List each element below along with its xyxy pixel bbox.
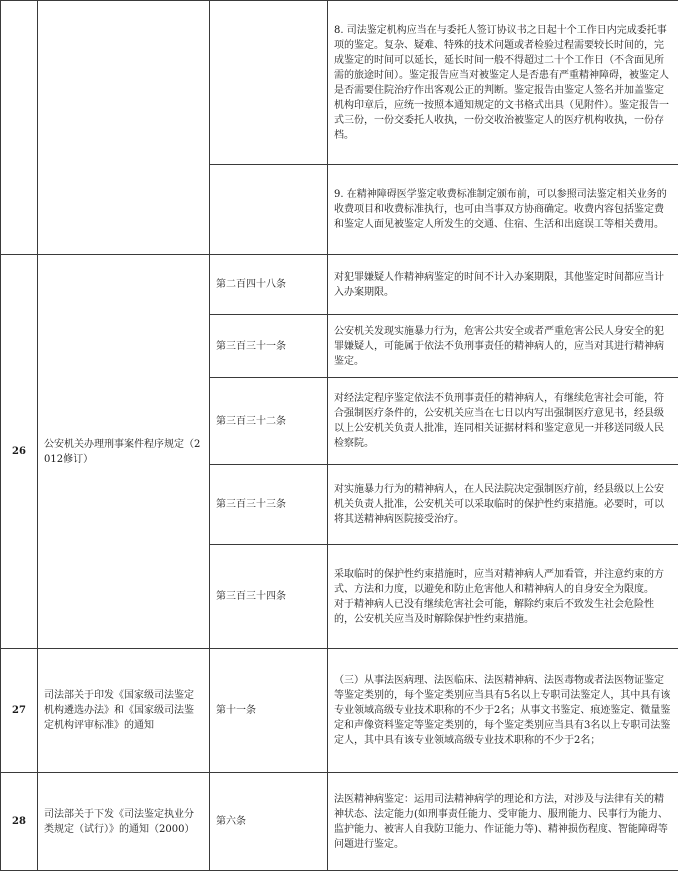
article-cell	[210, 165, 328, 255]
content-cell	[328, 649, 678, 773]
law-title-cell: 司法部关于下发《司法鉴定执业分类规定（试行）》的通知（2000）	[38, 773, 210, 871]
row-number-cell	[1, 1, 38, 255]
table-row	[1, 255, 678, 315]
content-cell	[328, 1, 678, 165]
content-paragraph: 采取临时的保护性约束措施时，应当对精神病人严加看管，并注意约束的方式、方法和力度，以避免和防止危害他人和精神病人的自身安全为限度。	[334, 567, 672, 597]
content-cell	[328, 465, 678, 545]
table-row	[1, 1, 678, 165]
row-number-cell: 27	[1, 649, 38, 773]
article-cell: 第三百三十二条	[210, 378, 328, 465]
article-cell: 第三百三十三条	[210, 465, 328, 545]
article-cell: 第二百四十八条	[210, 255, 328, 315]
law-title-cell	[38, 1, 210, 255]
content-paragraph: 9. 在精神障碍医学鉴定收费标准制定颁布前，可以参照司法鉴定相关业务的收费项目和收费标准执行，也可由当事双方协商确定。收费内容包括鉴定费和鉴定人面见被鉴定人所发生的交通、住宿、生活和出庭误工等相关费用。	[334, 187, 672, 232]
content-paragraph: 对实施暴力行为的精神病人，在人民法院决定强制医疗前，经县级以上公安机关负责人批准，公安机关可以采取临时的保护性约束措施。必要时，可以将其送精神病医院接受治疗。	[334, 482, 672, 527]
law-title-cell: 司法部关于印发《国家级司法鉴定机构遴选办法》和《国家级司法鉴定机构评审标准》的通知	[38, 649, 210, 773]
content-paragraph: 对犯罪嫌疑人作精神病鉴定的时间不计入办案期限，其他鉴定时间都应当计入办案期限。	[334, 270, 672, 300]
content-paragraph: 对经法定程序鉴定依法不负刑事责任的精神病人，有继续危害社会可能，符合强制医疗条件的，公安机关应当在七日以内写出强制医疗意见书，经县级以上公安机关负责人批准，连同相关证据材料和鉴定意见一并移送同级人民检察院。	[334, 391, 672, 451]
row-number-cell: 26	[1, 255, 38, 649]
article-cell: 第六条	[210, 773, 328, 871]
article-cell: 第三百三十一条	[210, 315, 328, 378]
content-cell	[328, 315, 678, 378]
table-row	[1, 773, 678, 871]
content-cell	[328, 378, 678, 465]
content-paragraph: 法医精神病鉴定：运用司法精神病学的理论和方法，对涉及与法律有关的精神状态、法定能力(如刑事责任能力、受审能力、服刑能力、民事行为能力、监护能力、被害人自我防卫能力、作证能力等)、精神损伤程度、智能障碍等问题进行鉴定。	[334, 792, 672, 852]
content-cell	[328, 773, 678, 871]
table-row	[1, 649, 678, 773]
content-cell	[328, 545, 678, 649]
law-title-cell: 公安机关办理刑事案件程序规定（2012修订）	[38, 255, 210, 649]
content-paragraph: （三）从事法医病理、法医临床、法医精神病、法医毒物或者法医物证鉴定等鉴定类别的，每个鉴定类别应当具有5名以上专职司法鉴定人，其中具有该专业领域高级专业技术职称的不少于2名；从事文书鉴定、痕迹鉴定、微量鉴定和声像资料鉴定等鉴定类别的，每个鉴定类别应当具有3名以上专职司法鉴定人，其中具有该专业领域高级专业技术职称的不少于2名；	[334, 673, 672, 748]
row-number-cell: 28	[1, 773, 38, 871]
article-cell	[210, 1, 328, 165]
content-paragraph: 对于精神病人已没有继续危害社会可能，解除约束后不致发生社会危险性的，公安机关应当及时解除保护性约束措施。	[334, 597, 672, 627]
content-cell	[328, 255, 678, 315]
content-paragraph: 公安机关发现实施暴力行为，危害公共安全或者严重危害公民人身安全的犯罪嫌疑人，可能属于依法不负刑事责任的精神病人的，应当对其进行精神病鉴定。	[334, 324, 672, 369]
article-cell: 第三百三十四条	[210, 545, 328, 649]
article-cell: 第十一条	[210, 649, 328, 773]
content-cell	[328, 165, 678, 255]
content-paragraph: 8. 司法鉴定机构应当在与委托人签订协议书之日起十个工作日内完成委托事项的鉴定。复杂、疑难、特殊的技术问题或者检验过程需要较长时间的，完成鉴定的时间可以延长，延长时间一般不得超过二十个工作日（不含面见所需的旅途时间）。鉴定报告应当对被鉴定人是否患有严重精神障碍，被鉴定人是否需要住院治疗作出客观公正的判断。鉴定报告由鉴定人签名并加盖鉴定机构印章后，应统一按照本通知规定的文书格式出具（见附件）。鉴定报告一式三份，一份交委托人收执，一份交收治被鉴定人的医疗机构收执，一份存档。	[334, 23, 672, 143]
